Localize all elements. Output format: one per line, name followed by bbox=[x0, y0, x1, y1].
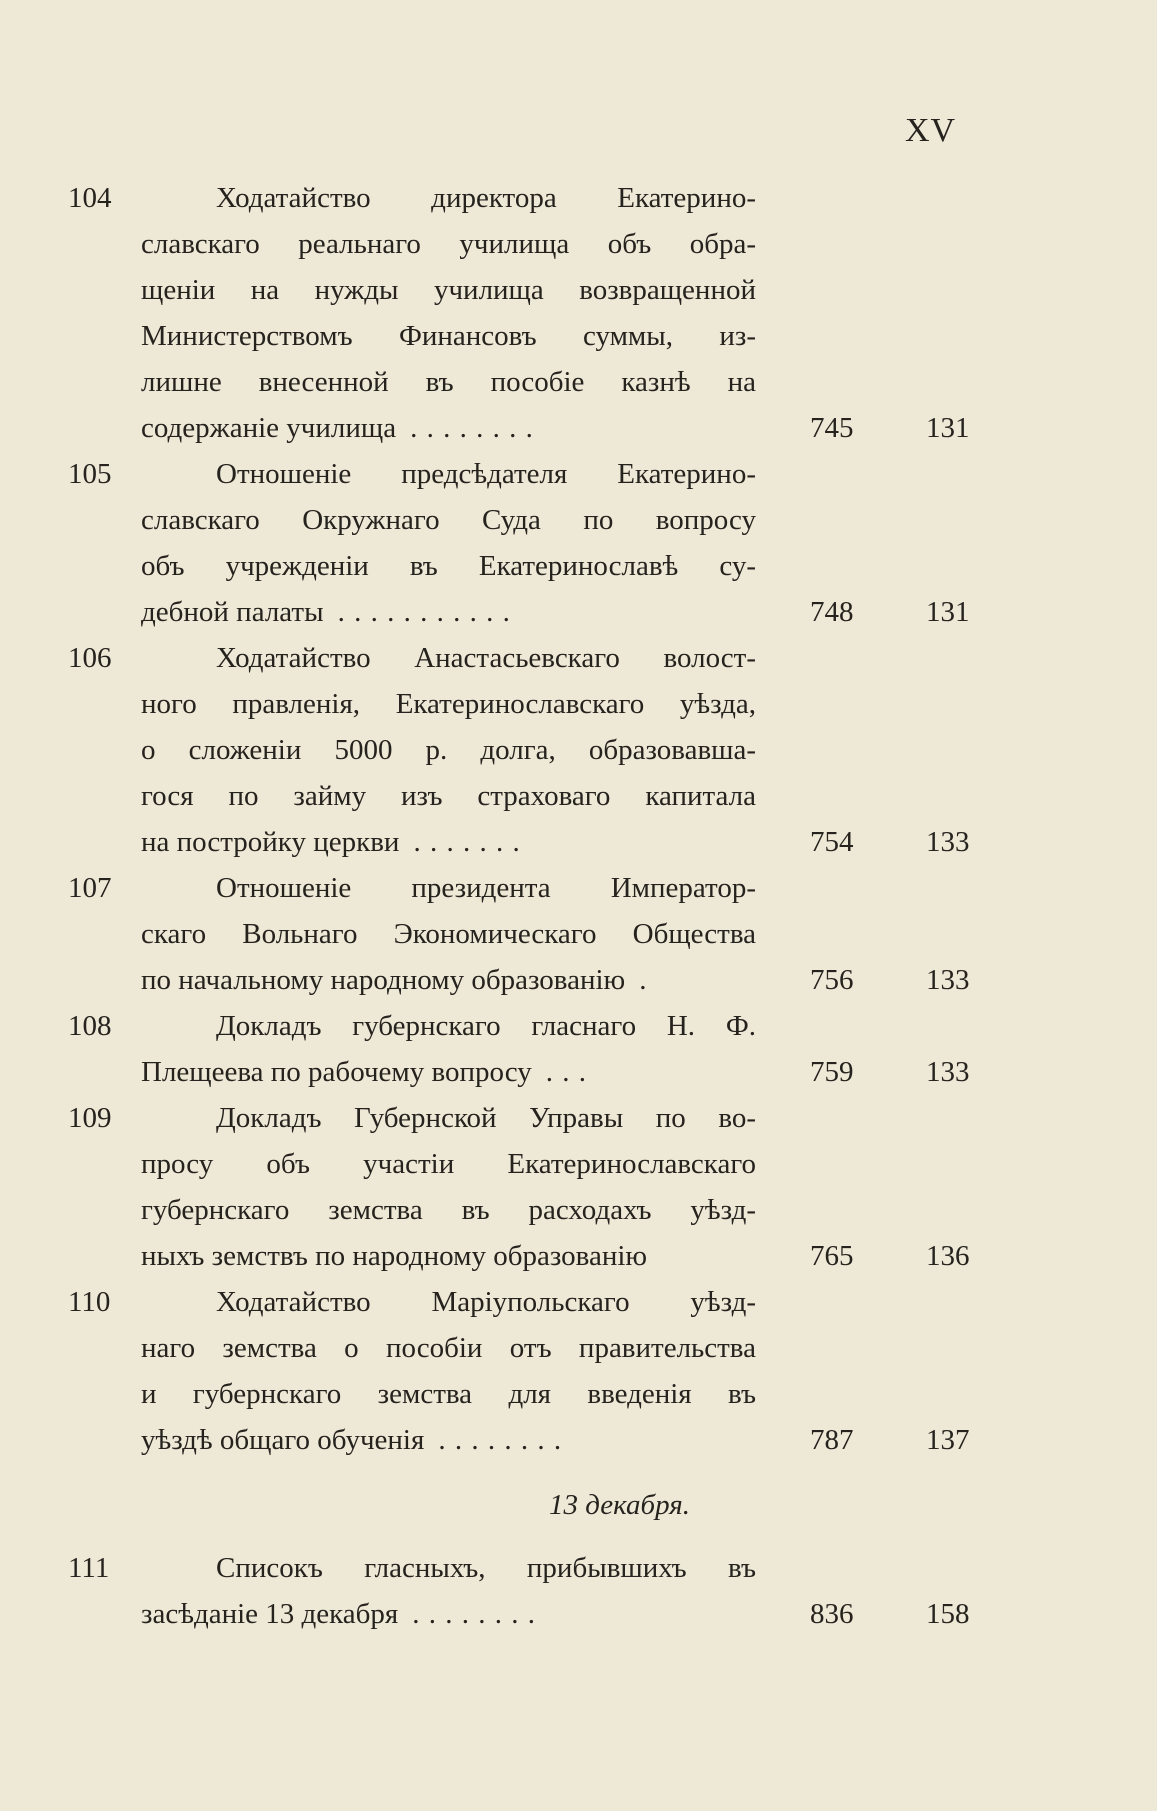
entry-title bbox=[141, 865, 756, 1003]
document-page-number: 787 bbox=[810, 1424, 854, 1456]
toc-entry bbox=[0, 865, 1157, 1003]
page-reference: 137 bbox=[926, 1424, 970, 1456]
page-reference: 136 bbox=[926, 1240, 970, 1272]
toc-entry bbox=[0, 1545, 1157, 1637]
entry-title-line: Докладъ Губернской Управы по во- bbox=[216, 1102, 756, 1134]
entry-title-line: Отношеніе предсѣдателя Екатерино- bbox=[216, 458, 756, 490]
leader-dots: . . . . . . . . bbox=[410, 412, 534, 444]
page-reference: 133 bbox=[926, 1056, 970, 1088]
page-reference: 158 bbox=[926, 1598, 970, 1630]
page-reference: 131 bbox=[926, 412, 970, 444]
entry-title-line bbox=[141, 1233, 756, 1279]
entry-title bbox=[141, 635, 756, 865]
entry-title-text: Плещеева по рабочему вопросу bbox=[141, 1056, 532, 1088]
entries-list-after-date bbox=[0, 1545, 1157, 1637]
document-page-number: 745 bbox=[810, 412, 854, 444]
leader-dots: . . . . . . . . bbox=[412, 1598, 537, 1630]
entry-title bbox=[141, 1095, 756, 1279]
entry-title-line: щеніи на нужды училища возвращенной bbox=[141, 274, 756, 306]
entry-title-line: Ходатайство Анастасьевскаго волост- bbox=[216, 642, 756, 674]
toc-entry bbox=[0, 635, 1157, 865]
page-reference: 133 bbox=[926, 826, 970, 858]
entry-title-line bbox=[141, 819, 756, 865]
entry-title bbox=[141, 1003, 756, 1095]
document-page-number: 759 bbox=[810, 1056, 854, 1088]
leader-dots: . . . . . . . bbox=[413, 826, 521, 858]
entry-number: 105 bbox=[68, 458, 112, 490]
document-page-number: 836 bbox=[810, 1598, 854, 1630]
entry-title-text: уѣздѣ общаго обученія bbox=[141, 1424, 425, 1456]
entry-title-line bbox=[141, 1591, 756, 1637]
entry-title bbox=[141, 451, 756, 635]
entry-title-line: Ходатайство Маріупольскаго уѣзд- bbox=[216, 1286, 756, 1318]
entry-title-line: скаго Вольнаго Экономическаго Общества bbox=[141, 918, 756, 950]
document-page-number: 754 bbox=[810, 826, 854, 858]
entry-title-text: дебной палаты bbox=[141, 596, 324, 628]
entry-number: 107 bbox=[68, 872, 112, 904]
entry-number: 111 bbox=[68, 1552, 110, 1584]
table-of-contents bbox=[0, 175, 1157, 1637]
entry-title-line bbox=[141, 589, 756, 635]
entry-title-line bbox=[141, 405, 756, 451]
entry-title-text: по начальному народному образованію bbox=[141, 964, 626, 996]
entry-title-line: Докладъ губернскаго гласнаго Н. Ф. bbox=[216, 1010, 756, 1042]
entry-title-line: объ учрежденіи въ Екатеринославѣ су- bbox=[141, 550, 756, 582]
entry-title-line: о сложеніи 5000 р. долга, образовавша- bbox=[141, 734, 756, 766]
entry-number: 109 bbox=[68, 1102, 112, 1134]
entry-title-line: Списокъ гласныхъ, прибывшихъ въ bbox=[216, 1552, 756, 1584]
document-page-number: 765 bbox=[810, 1240, 854, 1272]
document-page-number: 748 bbox=[810, 596, 854, 628]
entries-list bbox=[0, 175, 1157, 1463]
entry-title bbox=[141, 1279, 756, 1463]
entry-title-line: ного правленія, Екатеринославскаго уѣзда, bbox=[141, 688, 756, 720]
entry-title-line bbox=[141, 957, 756, 1003]
page-reference: 133 bbox=[926, 964, 970, 996]
entry-title-line: лишне внесенной въ пособіе казнѣ на bbox=[141, 366, 756, 398]
entry-title-line: Министерствомъ Финансовъ суммы, из- bbox=[141, 320, 756, 352]
entry-title-line: гося по займу изъ страховаго капитала bbox=[141, 780, 756, 812]
page-number: XV bbox=[905, 112, 957, 149]
entry-title-line: просу объ участіи Екатеринославскаго bbox=[141, 1148, 756, 1180]
leader-dots: . . . bbox=[545, 1056, 587, 1088]
page-reference: 131 bbox=[926, 596, 970, 628]
entry-title-line: Ходатайство директора Екатерино- bbox=[216, 182, 756, 214]
entry-title-text: ныхъ земствъ по народному образованію bbox=[141, 1240, 648, 1272]
entry-title bbox=[141, 1545, 756, 1637]
leader-dots: . . . . . . . . . . . bbox=[337, 596, 511, 628]
leader-dots: . bbox=[639, 964, 648, 996]
entry-title-line bbox=[141, 1417, 756, 1463]
entry-number: 106 bbox=[68, 642, 112, 674]
toc-entry bbox=[0, 1279, 1157, 1463]
toc-entry bbox=[0, 1095, 1157, 1279]
toc-entry bbox=[0, 175, 1157, 451]
entry-title-text: содержаніе училища bbox=[141, 412, 397, 444]
entry-title-text: засѣданіе 13 декабря bbox=[141, 1598, 399, 1630]
entry-title-line: наго земства о пособіи отъ правительства bbox=[141, 1332, 756, 1364]
entry-number: 108 bbox=[68, 1010, 112, 1042]
entry-title-line: губернскаго земства въ расходахъ уѣзд- bbox=[141, 1194, 756, 1226]
toc-entry bbox=[0, 1003, 1157, 1095]
entry-title-text: на постройку церкви bbox=[141, 826, 400, 858]
entry-title-line: Отношеніе президента Император- bbox=[216, 872, 756, 904]
entry-title-line: и губернскаго земства для введенія въ bbox=[141, 1378, 756, 1410]
toc-entry bbox=[0, 451, 1157, 635]
date-heading: 13 декабря. bbox=[549, 1489, 690, 1521]
entry-number: 110 bbox=[68, 1286, 111, 1318]
leader-dots: . . . . . . . . bbox=[438, 1424, 563, 1456]
entry-title-line: славскаго реальнаго училища объ обра- bbox=[141, 228, 756, 260]
entry-title bbox=[141, 175, 756, 451]
entry-title-line bbox=[141, 1049, 756, 1095]
entry-number: 104 bbox=[68, 182, 112, 214]
entry-title-line: славскаго Окружнаго Суда по вопросу bbox=[141, 504, 756, 536]
document-page-number: 756 bbox=[810, 964, 854, 996]
